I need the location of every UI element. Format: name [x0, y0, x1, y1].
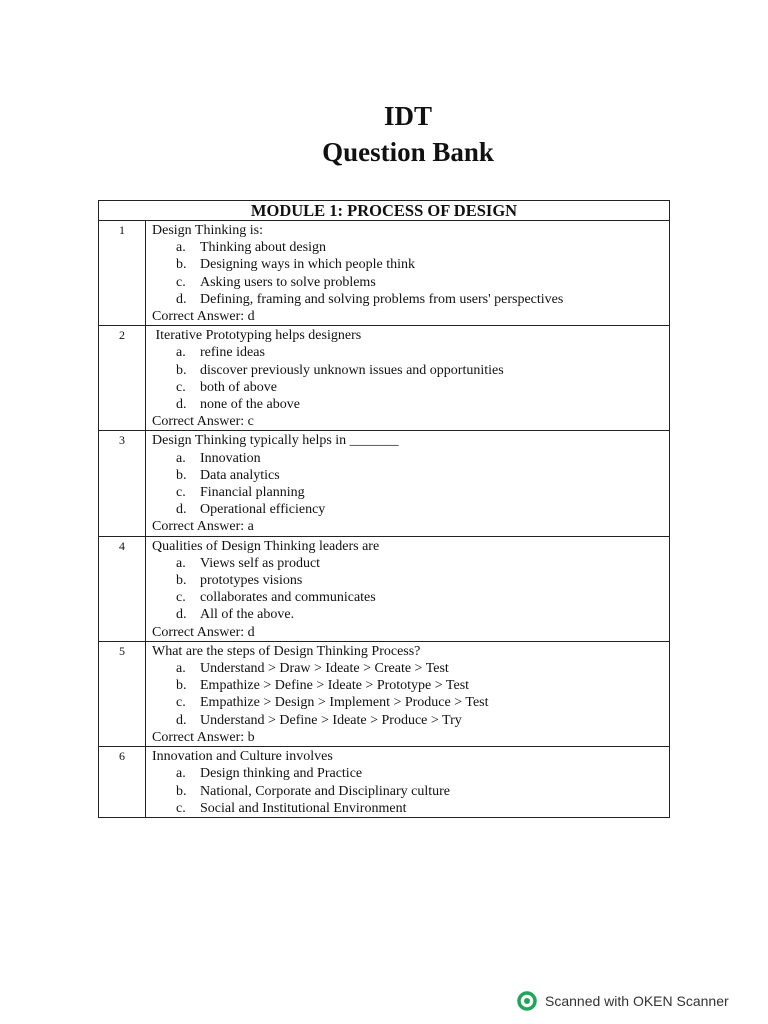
option-letter: a. [176, 555, 186, 571]
option-text: Empathize > Define > Ideate > Prototype > Test [200, 678, 470, 694]
option-letter: a. [176, 450, 186, 466]
answer-option [152, 712, 669, 729]
answer-option [152, 396, 669, 413]
correct-answer: Correct Answer: d [152, 624, 255, 640]
option-text: Asking users to solve problems [200, 274, 376, 290]
question-text: Design Thinking typically helps in _______ [152, 433, 399, 449]
question-body [146, 747, 670, 818]
question-row [99, 221, 670, 326]
question-body [146, 431, 670, 536]
answer-option [152, 274, 669, 291]
option-letter: b. [176, 257, 187, 273]
option-letter: b. [176, 573, 187, 589]
answer-option [152, 765, 669, 782]
option-letter: c. [176, 800, 186, 816]
option-text: All of the above. [200, 607, 295, 623]
option-text: Designing ways in which people think [200, 257, 416, 273]
answer-option [152, 800, 669, 817]
option-letter: c. [176, 485, 186, 501]
option-letter: b. [176, 678, 187, 694]
option-text: National, Corporate and Disciplinary culture [200, 783, 450, 799]
question-number: 2 [99, 326, 146, 431]
option-letter: a. [176, 345, 186, 361]
question-number: 3 [99, 431, 146, 536]
module-title: MODULE 1: PROCESS OF DESIGN [99, 201, 670, 221]
option-text: none of the above [200, 397, 300, 413]
option-text: Data analytics [200, 467, 280, 483]
answer-option [152, 589, 669, 606]
question-body [146, 641, 670, 746]
option-text: Understand > Define > Ideate > Produce > Try [200, 712, 462, 728]
option-text: discover previously unknown issues and opportunities [200, 362, 504, 378]
option-letter: d. [176, 291, 187, 307]
option-text: Views self as product [200, 555, 321, 571]
option-text: prototypes visions [200, 573, 303, 589]
option-letter: b. [176, 467, 187, 483]
option-letter: c. [176, 379, 186, 395]
question-text: Design Thinking is: [152, 223, 263, 238]
answer-option [152, 501, 669, 518]
option-letter: c. [176, 695, 186, 711]
answer-option [152, 484, 669, 501]
option-letter: d. [176, 502, 187, 518]
scanner-watermark [517, 990, 729, 1012]
answer-option [152, 606, 669, 623]
answer-option [152, 362, 669, 379]
option-text: Design thinking and Practice [200, 766, 363, 782]
option-letter: a. [176, 240, 186, 256]
scanner-text: Scanned with OKEN Scanner [545, 993, 729, 1009]
oken-scanner-logo-icon [517, 991, 537, 1011]
option-letter: d. [176, 397, 187, 413]
question-text: Qualities of Design Thinking leaders are [152, 538, 380, 554]
question-row [99, 536, 670, 641]
option-letter: a. [176, 766, 186, 782]
option-text: Thinking about design [200, 240, 326, 256]
answer-option [152, 783, 669, 800]
option-text: Financial planning [200, 485, 305, 501]
option-text: Understand > Draw > Ideate > Create > Test [200, 661, 449, 677]
question-number: 5 [99, 641, 146, 746]
option-letter: b. [176, 783, 187, 799]
option-letter: c. [176, 274, 186, 290]
answer-option [152, 467, 669, 484]
answer-option [152, 555, 669, 572]
option-letter: d. [176, 712, 187, 728]
answer-option [152, 291, 669, 308]
answer-option [152, 344, 669, 361]
answer-option [152, 677, 669, 694]
answer-option [152, 256, 669, 273]
answer-option [152, 572, 669, 589]
correct-answer: Correct Answer: b [152, 729, 255, 745]
question-text: Innovation and Culture involves [152, 749, 333, 765]
question-text: What are the steps of Design Thinking Process? [152, 643, 421, 659]
answer-option [152, 239, 669, 256]
option-text: Empathize > Design > Implement > Produce > Test [200, 695, 489, 711]
correct-answer: Correct Answer: a [152, 519, 254, 535]
question-row [99, 326, 670, 431]
answer-option [152, 379, 669, 396]
question-table [98, 200, 670, 818]
option-text: Social and Institutional Environment [200, 800, 407, 816]
option-letter: b. [176, 362, 187, 378]
option-text: refine ideas [200, 345, 265, 361]
answer-option [152, 450, 669, 467]
question-text: Iterative Prototyping helps designers [152, 328, 362, 344]
question-number: 6 [99, 747, 146, 818]
option-letter: c. [176, 590, 186, 606]
option-text: collaborates and communicates [200, 590, 376, 606]
correct-answer: Correct Answer: c [152, 414, 254, 430]
option-letter: a. [176, 661, 186, 677]
page-title: IDT [383, 101, 432, 131]
question-body [146, 221, 670, 326]
option-text: Operational efficiency [200, 502, 326, 518]
module-header-row [99, 201, 670, 221]
correct-answer: Correct Answer: d [152, 309, 255, 325]
question-row [99, 747, 670, 818]
option-text: Innovation [200, 450, 261, 466]
question-number: 1 [99, 221, 146, 326]
option-text: Defining, framing and solving problems from users' perspectives [200, 291, 564, 307]
question-body [146, 536, 670, 641]
question-row [99, 431, 670, 536]
option-text: both of above [200, 379, 277, 395]
question-row [99, 641, 670, 746]
option-letter: d. [176, 607, 187, 623]
question-body [146, 326, 670, 431]
answer-option [152, 694, 669, 711]
answer-option [152, 660, 669, 677]
page-subtitle: Question Bank [322, 137, 494, 167]
question-number: 4 [99, 536, 146, 641]
